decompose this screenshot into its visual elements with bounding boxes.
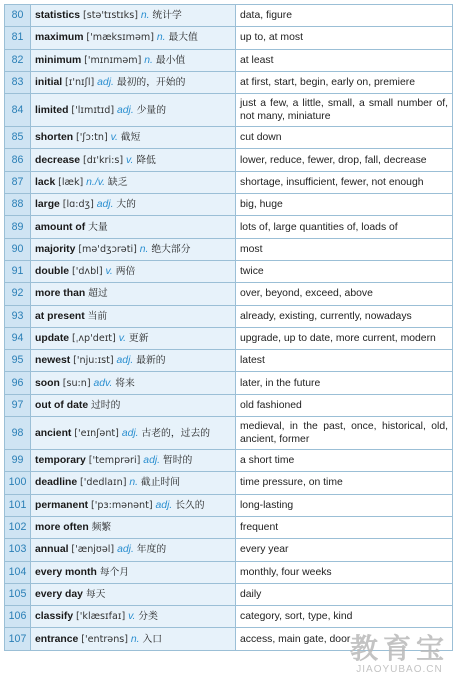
- table-row: [5, 417, 453, 450]
- chinese-gloss: 入口: [142, 633, 163, 645]
- chinese-gloss: 绝大部分: [151, 243, 191, 255]
- phonetic: ['mɪnɪməm]: [84, 54, 142, 66]
- part-of-speech: n.: [129, 477, 139, 489]
- headword: newest: [35, 355, 71, 367]
- row-number: 107: [5, 628, 31, 650]
- row-number: 106: [5, 606, 31, 628]
- headword: statistics: [35, 10, 81, 22]
- table-row: [5, 606, 453, 628]
- table-row: [5, 238, 453, 260]
- word-cell: [31, 417, 236, 450]
- chinese-gloss: 分类: [138, 611, 158, 623]
- synonyms-cell: lots of, large quantities of, loads of: [236, 216, 453, 238]
- vocabulary-table-body: [5, 5, 453, 651]
- row-number: 89: [5, 216, 31, 238]
- part-of-speech: v.: [126, 154, 134, 166]
- phonetic: [stə'tɪstɪks]: [82, 10, 138, 22]
- synonyms-cell: data, figure: [236, 5, 453, 27]
- table-row: [5, 450, 453, 472]
- table-row: [5, 171, 453, 193]
- chinese-gloss: 超过: [88, 288, 108, 300]
- synonyms-cell: frequent: [236, 516, 453, 538]
- table-row: [5, 71, 453, 93]
- headword: entrance: [35, 633, 79, 645]
- headword: lack: [35, 176, 56, 188]
- row-number: 101: [5, 494, 31, 516]
- chinese-gloss: 大的: [116, 199, 136, 211]
- part-of-speech: n./v.: [86, 176, 106, 188]
- synonyms-cell: every year: [236, 539, 453, 561]
- row-number: 92: [5, 283, 31, 305]
- headword: initial: [35, 77, 63, 89]
- chinese-gloss: 更新: [128, 333, 149, 344]
- chinese-gloss: 统计学: [152, 10, 182, 22]
- chinese-gloss: 古老的，过去的: [141, 427, 211, 439]
- table-row: [5, 5, 453, 27]
- headword: soon: [35, 377, 60, 389]
- row-number: 100: [5, 472, 31, 494]
- headword: deadline: [35, 477, 78, 489]
- phonetic: ['klæsɪfaɪ]: [76, 611, 126, 623]
- synonyms-cell: big, huge: [236, 194, 453, 216]
- row-number: 102: [5, 516, 31, 538]
- row-number: 87: [5, 171, 31, 193]
- phonetic: ['ʃɔ:tn]: [76, 132, 108, 144]
- table-row: [5, 149, 453, 171]
- word-cell: [31, 171, 236, 193]
- headword: temporary: [35, 455, 86, 467]
- phonetic: [lɑ:dʒ]: [62, 199, 94, 211]
- synonyms-cell: shortage, insufficient, fewer, not enough: [236, 171, 453, 193]
- headword: large: [35, 199, 60, 211]
- word-cell: [31, 260, 236, 282]
- part-of-speech: adj.: [97, 77, 114, 89]
- table-row: [5, 539, 453, 561]
- word-cell: [31, 450, 236, 472]
- part-of-speech: adj.: [96, 199, 114, 211]
- chinese-gloss: 降低: [136, 154, 156, 166]
- row-number: 90: [5, 238, 31, 260]
- part-of-speech: n.: [156, 32, 166, 44]
- headword: out of date: [35, 399, 89, 411]
- part-of-speech: n.: [139, 243, 149, 255]
- row-number: 104: [5, 561, 31, 583]
- row-number: 99: [5, 450, 31, 472]
- phonetic: [ɪ'nɪʃl]: [65, 77, 95, 89]
- phonetic: [dɪ'kri:s]: [82, 154, 124, 166]
- row-number: 84: [5, 94, 31, 127]
- word-cell: [31, 327, 236, 349]
- part-of-speech: n.: [130, 633, 140, 645]
- chinese-gloss: 最新的: [136, 355, 166, 367]
- word-cell: [31, 71, 236, 93]
- part-of-speech: adj.: [116, 104, 134, 116]
- part-of-speech: adv.: [93, 377, 113, 389]
- part-of-speech: v.: [110, 132, 118, 144]
- headword: at present: [35, 310, 85, 322]
- table-row: [5, 260, 453, 282]
- word-cell: [31, 149, 236, 171]
- headword: minimum: [35, 54, 82, 66]
- chinese-gloss: 最初的，开始的: [116, 77, 186, 89]
- table-row: [5, 372, 453, 394]
- word-cell: [31, 94, 236, 127]
- table-row: [5, 327, 453, 349]
- word-cell: [31, 539, 236, 561]
- headword: more often: [35, 522, 89, 534]
- phonetic: ['mæksɪməm]: [86, 32, 155, 44]
- table-row: [5, 516, 453, 538]
- chinese-gloss: 每个月: [99, 566, 130, 578]
- word-cell: [31, 305, 236, 327]
- table-row: [5, 628, 453, 650]
- word-cell: [31, 49, 236, 71]
- row-number: 83: [5, 71, 31, 93]
- watermark-cn: 教育宝: [349, 632, 449, 665]
- chinese-gloss: 截短: [120, 132, 141, 144]
- table-row: [5, 216, 453, 238]
- table-row: [5, 94, 453, 127]
- chinese-gloss: 两倍: [115, 266, 136, 278]
- part-of-speech: adj.: [116, 355, 134, 367]
- chinese-gloss: 年度的: [136, 544, 167, 556]
- word-cell: [31, 516, 236, 538]
- word-cell: [31, 216, 236, 238]
- row-number: 98: [5, 417, 31, 450]
- row-number: 86: [5, 149, 31, 171]
- table-row: [5, 27, 453, 49]
- table-row: [5, 127, 453, 149]
- chinese-gloss: 每天: [85, 588, 106, 600]
- synonyms-cell: long-lasting: [236, 494, 453, 516]
- word-cell: [31, 494, 236, 516]
- chinese-gloss: 截止时间: [140, 477, 181, 489]
- synonyms-cell: time pressure, on time: [236, 472, 453, 494]
- headword: double: [35, 266, 70, 278]
- synonyms-cell: medieval, in the past, once, historical, old, ancient, former: [236, 417, 453, 450]
- chinese-gloss: 过时的: [91, 399, 121, 411]
- headword: maximum: [35, 32, 84, 44]
- phonetic: ['eɪnʃənt]: [74, 427, 119, 439]
- phonetic: [ˌʌp'deɪt]: [71, 333, 116, 344]
- synonyms-cell: just a few, a little, small, a small number of, not many, miniature: [236, 94, 453, 127]
- headword: limited: [35, 104, 69, 116]
- word-cell: [31, 27, 236, 49]
- table-row: [5, 305, 453, 327]
- watermark-en: JIAOYUBAO.CN: [356, 664, 443, 675]
- row-number: 82: [5, 49, 31, 71]
- headword: update: [35, 333, 70, 344]
- phonetic: ['dʌbl]: [71, 266, 103, 278]
- table-row: [5, 472, 453, 494]
- table-row: [5, 561, 453, 583]
- word-cell: [31, 606, 236, 628]
- part-of-speech: v.: [118, 333, 127, 344]
- table-row: [5, 494, 453, 516]
- part-of-speech: adj.: [117, 544, 134, 556]
- row-number: 81: [5, 27, 31, 49]
- row-number: 93: [5, 305, 31, 327]
- chinese-gloss: 缺乏: [107, 176, 128, 188]
- synonyms-cell: twice: [236, 260, 453, 282]
- synonyms-cell: already, existing, currently, nowadays: [236, 305, 453, 327]
- synonyms-cell: latest: [236, 350, 453, 372]
- phonetic: ['nju:ɪst]: [73, 355, 114, 367]
- headword: ancient: [35, 427, 72, 439]
- word-cell: [31, 394, 236, 416]
- row-number: 95: [5, 350, 31, 372]
- table-row: [5, 283, 453, 305]
- phonetic: ['lɪmɪtɪd]: [71, 104, 115, 116]
- chinese-gloss: 长久的: [175, 499, 205, 511]
- word-cell: [31, 5, 236, 27]
- chinese-gloss: 暂时的: [162, 455, 193, 467]
- part-of-speech: n.: [144, 54, 153, 66]
- phonetic: ['dedlaɪn]: [80, 477, 127, 489]
- row-number: 97: [5, 394, 31, 416]
- phonetic: ['pɜ:mənənt]: [91, 499, 153, 511]
- part-of-speech: adj.: [121, 427, 139, 439]
- synonyms-cell: later, in the future: [236, 372, 453, 394]
- word-cell: [31, 194, 236, 216]
- headword: amount of: [35, 221, 86, 233]
- synonyms-cell: at least: [236, 49, 453, 71]
- row-number: 103: [5, 539, 31, 561]
- synonyms-cell: most: [236, 238, 453, 260]
- row-number: 94: [5, 327, 31, 349]
- headword: decrease: [35, 154, 81, 166]
- word-cell: [31, 561, 236, 583]
- headword: majority: [35, 243, 76, 255]
- synonyms-cell: at first, start, begin, early on, premiere: [236, 71, 453, 93]
- chinese-gloss: 最小值: [155, 54, 186, 66]
- word-cell: [31, 127, 236, 149]
- table-row: [5, 583, 453, 605]
- headword: every day: [35, 588, 83, 600]
- headword: classify: [35, 611, 74, 623]
- row-number: 85: [5, 127, 31, 149]
- word-cell: [31, 372, 236, 394]
- row-number: 88: [5, 194, 31, 216]
- chinese-gloss: 频繁: [91, 522, 112, 534]
- table-row: [5, 394, 453, 416]
- headword: annual: [35, 544, 69, 556]
- synonyms-cell: old fashioned: [236, 394, 453, 416]
- chinese-gloss: 将来: [115, 377, 135, 389]
- headword: shorten: [35, 132, 74, 144]
- part-of-speech: v.: [128, 611, 136, 623]
- phonetic: ['ænjʊəl]: [71, 544, 115, 556]
- headword: every month: [35, 566, 97, 578]
- word-cell: [31, 350, 236, 372]
- row-number: 80: [5, 5, 31, 27]
- synonyms-cell: upgrade, up to date, more current, modern: [236, 327, 453, 349]
- part-of-speech: n.: [140, 10, 150, 22]
- phonetic: [mə'dʒɔrəti]: [78, 243, 137, 255]
- chinese-gloss: 当前: [87, 310, 108, 322]
- word-cell: [31, 283, 236, 305]
- synonyms-cell: lower, reduce, fewer, drop, fall, decrease: [236, 149, 453, 171]
- headword: permanent: [35, 499, 89, 511]
- word-cell: [31, 628, 236, 650]
- vocabulary-table: [4, 4, 453, 651]
- phonetic: [læk]: [58, 176, 84, 188]
- table-row: [5, 194, 453, 216]
- synonyms-cell: category, sort, type, kind: [236, 606, 453, 628]
- table-row: [5, 350, 453, 372]
- table-row: [5, 49, 453, 71]
- word-cell: [31, 472, 236, 494]
- synonyms-cell: monthly, four weeks: [236, 561, 453, 583]
- row-number: 105: [5, 583, 31, 605]
- synonyms-cell: over, beyond, exceed, above: [236, 283, 453, 305]
- synonyms-cell: access, main gate, door: [236, 628, 453, 650]
- word-cell: [31, 583, 236, 605]
- chinese-gloss: 大量: [88, 221, 108, 233]
- row-number: 96: [5, 372, 31, 394]
- chinese-gloss: 少量的: [136, 104, 167, 116]
- synonyms-cell: up to, at most: [236, 27, 453, 49]
- chinese-gloss: 最大值: [168, 32, 198, 44]
- word-cell: [31, 238, 236, 260]
- row-number: 91: [5, 260, 31, 282]
- synonyms-cell: a short time: [236, 450, 453, 472]
- phonetic: [su:n]: [62, 377, 91, 389]
- phonetic: ['entrəns]: [81, 633, 129, 645]
- synonyms-cell: cut down: [236, 127, 453, 149]
- synonyms-cell: daily: [236, 583, 453, 605]
- headword: more than: [35, 288, 86, 300]
- part-of-speech: adj.: [143, 455, 161, 467]
- part-of-speech: adj.: [155, 499, 173, 511]
- part-of-speech: v.: [105, 266, 113, 278]
- phonetic: ['temprəri]: [88, 455, 141, 467]
